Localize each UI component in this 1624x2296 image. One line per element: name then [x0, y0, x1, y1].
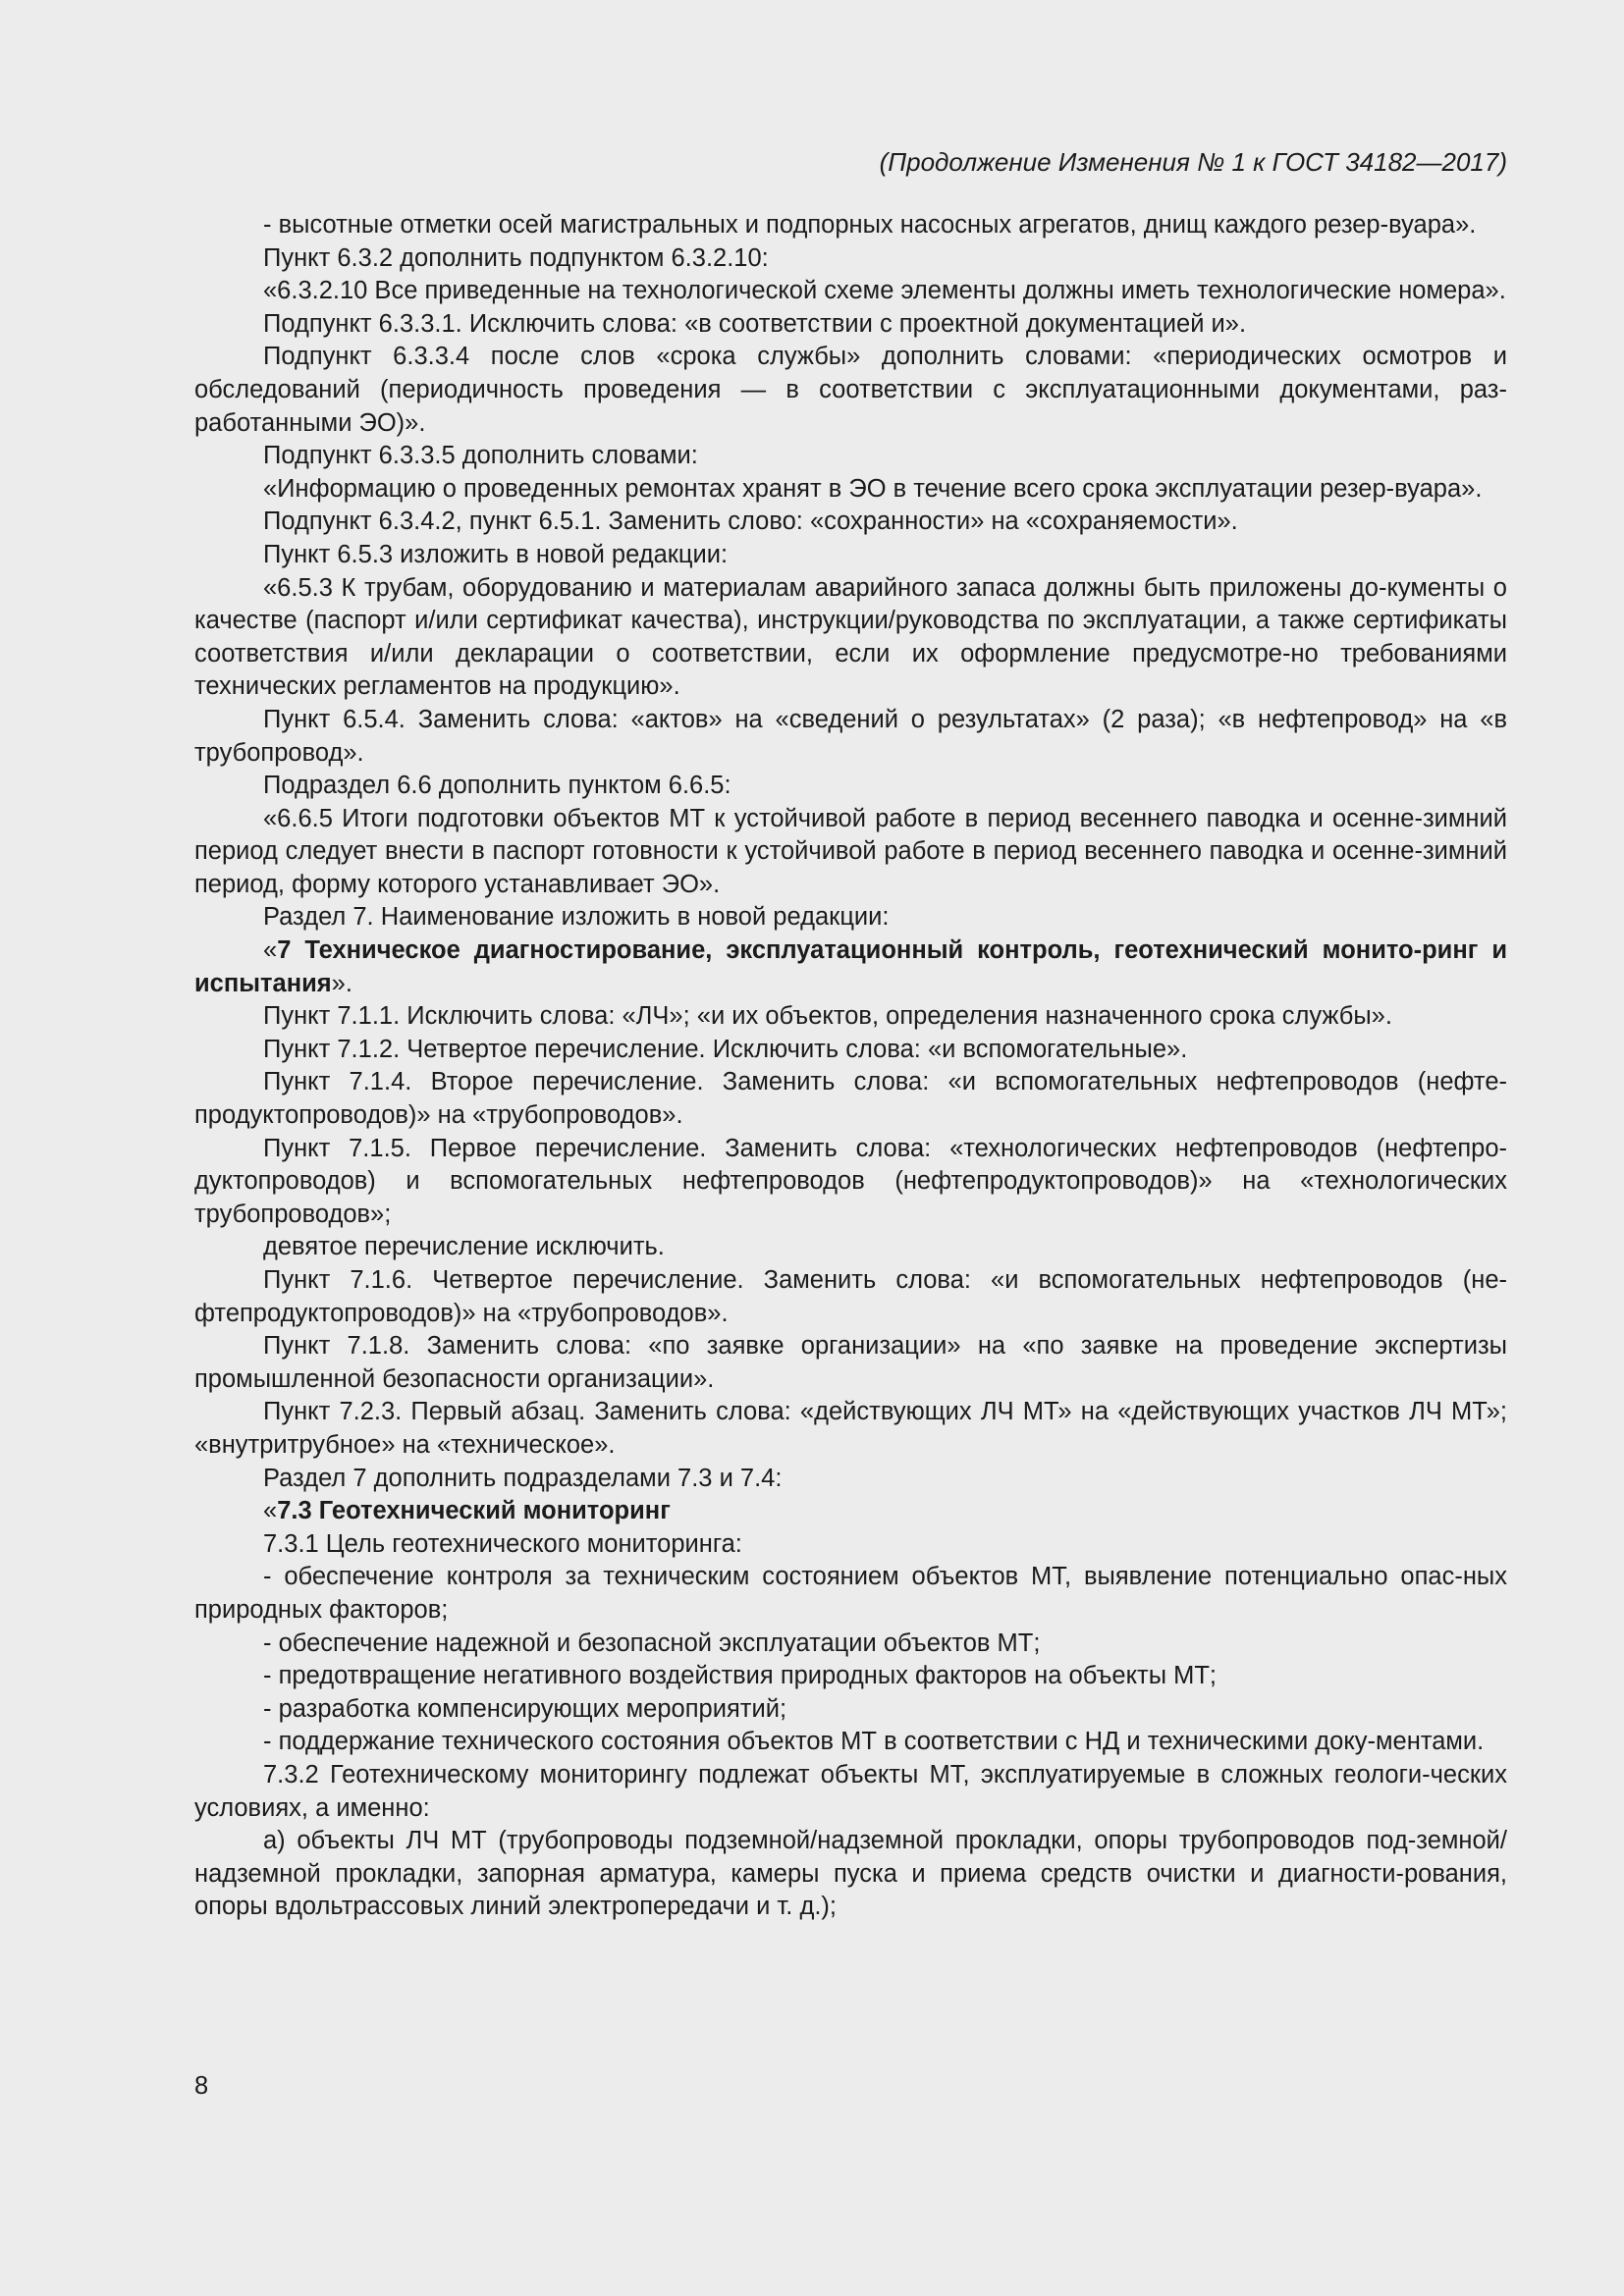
- paragraph: Пункт 7.1.8. Заменить слова: «по заявке организации» на «по заявке на проведение экспертизы промышленной безопасности организации».: [194, 1332, 1507, 1393]
- paragraph: «6.5.3 К трубам, оборудованию и материалам аварийного запаса должны быть приложены до-кументы о качестве (паспорт и/или сертификат качества), инструкции/руководства по эксплуатации, а также сертификаты соответствия и/или декларации о соответствии, если их оформление предусмотре-но требованиями технических регламентов на продукцию».: [194, 573, 1507, 701]
- page-header: (Продолжение Изменения № 1 к ГОСТ 34182—2017): [879, 147, 1507, 177]
- list-item: - предотвращение негативного воздействия природных факторов на объекты МТ;: [263, 1662, 1218, 1690]
- section-title-paragraph: [194, 934, 1507, 1000]
- paragraph: Пункт 7.1.2. Четвертое перечисление. Исключить слова: «и вспомогательные».: [263, 1035, 1188, 1063]
- list-item: - обеспечение контроля за техническим состоянием объектов МТ, выявление потенциально опас-ных природных факторов;: [194, 1563, 1507, 1624]
- paragraph: Раздел 7 дополнить подразделами 7.3 и 7.4:: [263, 1464, 783, 1492]
- paragraph: Пункт 7.1.1. Исключить слова: «ЛЧ»; «и их объектов, определения назначенного срока службы».: [263, 1002, 1392, 1031]
- paragraph: «Информацию о проведенных ремонтах хранят в ЭО в течение всего срока эксплуатации резер-вуара».: [263, 474, 1483, 503]
- paragraph: Подпункт 6.3.3.1. Исключить слова: «в соответствии с проектной документацией и».: [263, 309, 1247, 338]
- subsection-title-paragraph: [194, 1495, 1507, 1528]
- paragraph: Пункт 6.5.4. Заменить слова: «актов» на «сведений о результатах» (2 раза); «в нефтепровод» на «в трубопровод».: [194, 705, 1507, 767]
- paragraph: Подпункт 6.3.3.4 после слов «срока службы» дополнить словами: «периодических осмотров и обследований (периодичность проведения — в соответствии с эксплуатационными документами, раз-работанными ЭО)».: [194, 343, 1507, 437]
- paragraph: 7.3.1 Цель геотехнического мониторинга:: [263, 1529, 742, 1558]
- list-item: - поддержание технического состояния объектов МТ в соответствии с НД и техническими доку-ментами.: [263, 1728, 1485, 1756]
- paragraph: «6.3.2.10 Все приведенные на технологической схеме элементы должны иметь технологические номера».: [263, 277, 1506, 305]
- subsection-title-7-3: 7.3 Геотехнический мониторинг: [277, 1497, 671, 1525]
- paragraph: Пункт 6.3.2 дополнить подпунктом 6.3.2.10:: [263, 243, 769, 272]
- paragraph: Пункт 7.1.5. Первое перечисление. Заменить слова: «технологических нефтепроводов (нефтепро-дуктопроводов) и вспомогательных нефтепроводов (нефтепродуктопроводов)» на «технологических трубопроводов»;: [194, 1134, 1507, 1228]
- paragraph: девятое перечисление исключить.: [263, 1233, 665, 1261]
- paragraph: Пункт 7.1.4. Второе перечисление. Заменить слова: «и вспомогательных нефтепроводов (нефте-продуктопроводов)» на «трубопроводов».: [194, 1068, 1507, 1130]
- paragraph: Подпункт 6.3.4.2, пункт 6.5.1. Заменить слово: «сохранности» на «сохраняемости».: [263, 507, 1238, 536]
- quote-open: «: [263, 1497, 278, 1525]
- paragraph: Пункт 7.1.6. Четвертое перечисление. Заменить слова: «и вспомогательных нефтепроводов (не-фтепродуктопроводов)» на «трубопроводов».: [194, 1266, 1507, 1327]
- quote-open: «: [263, 936, 278, 965]
- paragraph: - высотные отметки осей магистральных и подпорных насосных агрегатов, днищ каждого резер-вуара».: [263, 211, 1477, 239]
- list-item: - разработка компенсирующих мероприятий;: [263, 1694, 787, 1723]
- paragraph: Подпункт 6.3.3.5 дополнить словами:: [263, 442, 698, 470]
- paragraph: «6.6.5 Итоги подготовки объектов МТ к устойчивой работе в период весеннего паводка и осенне-зимний период следует внести в паспорт готовности к устойчивой работе в период весеннего паводка и осенне-зимний период, форму которого устанавливает ЭО».: [194, 804, 1507, 898]
- paragraph: Подраздел 6.6 дополнить пунктом 6.6.5:: [263, 772, 731, 800]
- paragraph: Пункт 7.2.3. Первый абзац. Заменить слова: «действующих ЛЧ МТ» на «действующих участков ЛЧ МТ»; «внутритрубное» на «техническое».: [194, 1398, 1507, 1459]
- quote-close: ».: [331, 969, 352, 997]
- paragraph: 7.3.2 Геотехническому мониторингу подлежат объекты МТ, эксплуатируемые в сложных геологи-ческих условиях, а именно:: [194, 1760, 1507, 1822]
- paragraph: Раздел 7. Наименование изложить в новой редакции:: [263, 903, 890, 932]
- paragraph: Пункт 6.5.3 изложить в новой редакции:: [263, 540, 729, 568]
- paragraph: а) объекты ЛЧ МТ (трубопроводы подземной/надземной прокладки, опоры трубопроводов под-земной/надземной прокладки, запорная арматура, камеры пуска и приема средств очистки и диагности-рования, опоры вдольтрассовых линий электропередачи и т. д.);: [194, 1827, 1507, 1921]
- document-body: [194, 209, 1507, 1924]
- page-number: 8: [194, 2072, 209, 2100]
- list-item: - обеспечение надежной и безопасной эксплуатации объектов МТ;: [263, 1629, 1041, 1657]
- section-title-7: 7 Техническое диагностирование, эксплуатационный контроль, геотехнический монито-ринг и испытания: [194, 936, 1507, 997]
